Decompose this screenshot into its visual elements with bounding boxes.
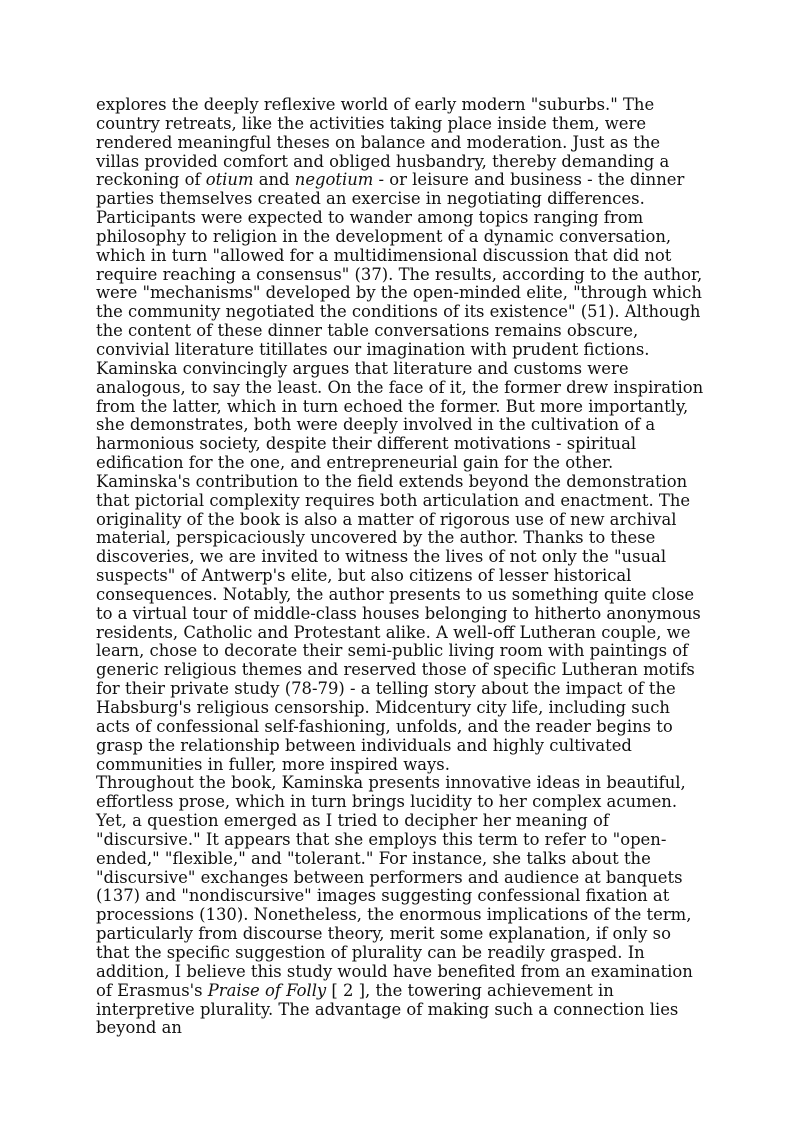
term-otium: otium [205,170,254,190]
paragraph-2-text-b: [ 2 ], the towering achievement in interpretive plurality. The advantage of making such a connection lies beyond an [96,980,679,1038]
paragraph-1-text-c: - or leisure and business - the dinner parties themselves created an exercise in negotiating differences. Participants were expected to wander among topics ranging from philosophy to religion in the development of a dynamic conversation, which in turn "allowed for a multidimensional discussion that did not require reaching a consensus" (37). The results, according to the author, were "mechanisms" developed by the open-minded elite, "through which the community negotiated the conditions of its existence" (51). Although the content of these dinner table conversations remains obscure, convivial literature titillates our imagination with prudent fictions. Kaminska convincingly argues that literature and customs were analogous, to say the least. On the face of it, the former drew inspiration from the latter, which in turn echoed the former. But more importantly, she demonstrates, both were deeply involved in the cultivation of a harmonious society, despite their different motivations - spiritual edification for the one, and entrepreneurial gain for the other. Kaminska's contribution to the field extends beyond the demonstration that pictorial complexity requires both articulation and enactment. The originality of the book is also a matter of rigorous use of new archival material, perspicaciously uncovered by the author. Thanks to these discoveries, we are invited to witness the lives of not only the "usual suspects" of Antwerp's elite, but also citizens of lesser historical consequences. Notably, the author presents to us something quite close to a virtual tour of middle-class houses belonging to hitherto anonymous residents, Catholic and Protestant alike. A well-off Lutheran couple, we learn, chose to decorate their semi-public living room with paintings of generic religious themes and reserved those of specific Lutheran motifs for their private study (78-79) - a telling story about the impact of the Habsburg's religious censorship. Midcentury city life, including such acts of confessional self-fashioning, unfolds, and the reader begins to grasp the relationship between individuals and highly cultivated communities in fuller, more inspired ways. [96,170,704,774]
paragraph-2-text-a: Throughout the book, Kaminska presents innovative ideas in beautiful, effortless prose, which in turn brings lucidity to her complex acumen. Yet, a question emerged as I tried to decipher her meaning of "discursive." It appears that she employs this term to refer to "open-ended," "flexible," and "tolerant." For instance, she talks about the "discursive" exchanges between performers and audience at banquets (137) and "nondiscursive" images suggesting confessional fixation at processions (130). Nonetheless, the enormous implications of the term, particularly from discourse theory, merit some explanation, if only so that the specific suggestion of plurality can be readily grasped. In addition, I believe this study would have benefited from an examination of Erasmus's [96,773,693,1000]
paragraph-1-text-b: and [253,170,295,190]
document-page [96,96,708,1038]
book-title-praise-of-folly: Praise of Folly [207,980,327,1000]
term-negotium: negotium [294,170,374,190]
body-paragraph-1 [96,96,708,774]
body-paragraph-2 [96,774,708,1038]
paragraph-1-text-a: explores the deeply reflexive world of early modern "suburbs." The country retreats, like the activities taking place inside them, were rendered meaningful theses on balance and moderation. Just as the villas provided comfort and obliged husbandry, thereby demanding a reckoning of [96,95,670,190]
